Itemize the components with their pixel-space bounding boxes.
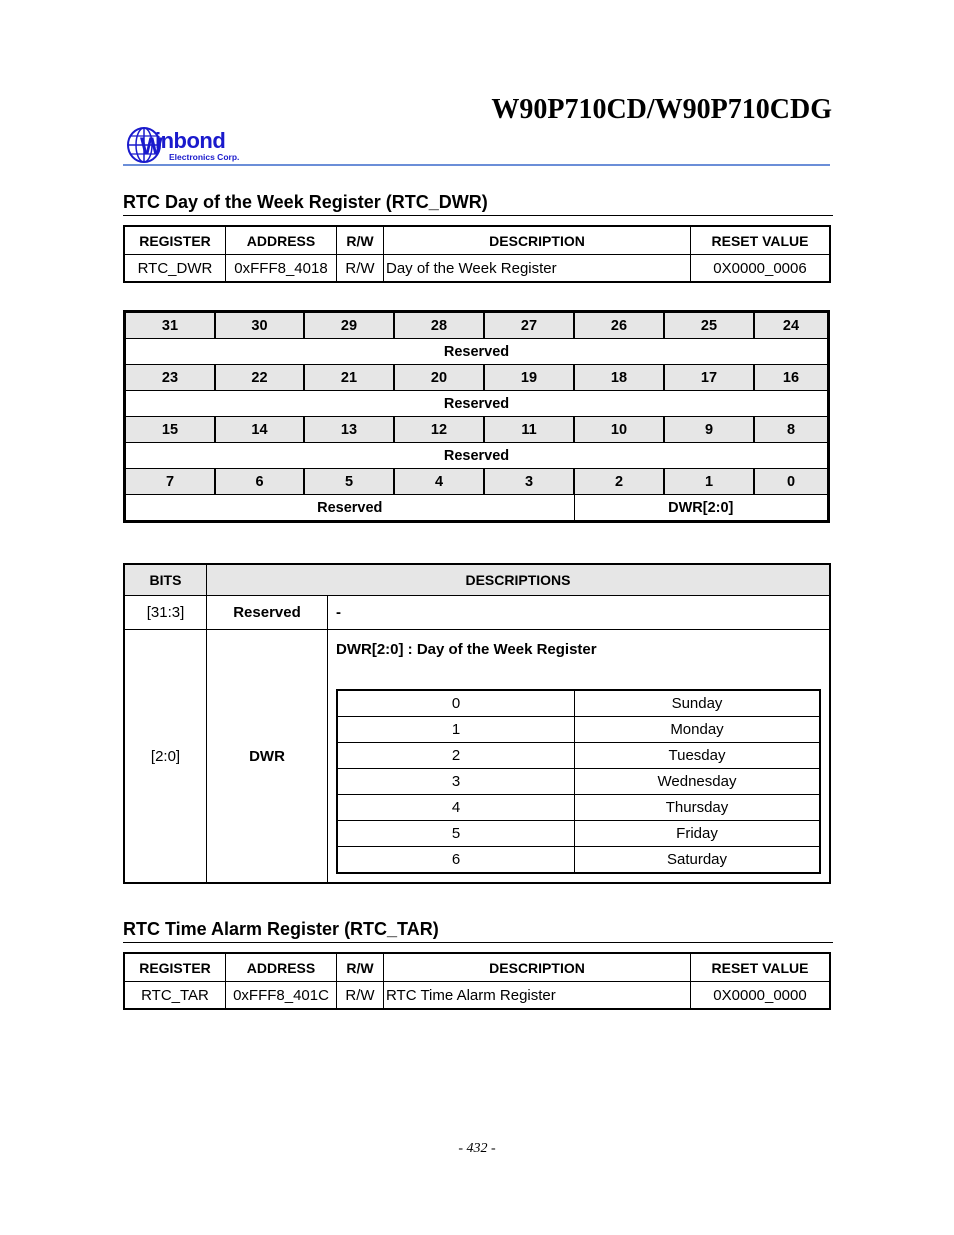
bit-number: 4 [394, 469, 484, 495]
bit-number: 14 [215, 417, 304, 443]
bit-description-table [123, 563, 831, 884]
bit-number-row [125, 312, 829, 339]
description-header-row [124, 564, 830, 596]
section-rule-dwr [123, 215, 833, 216]
day-row [337, 717, 820, 743]
day-row [337, 690, 820, 717]
bit-number: 17 [664, 365, 754, 391]
bit-number: 23 [125, 365, 216, 391]
bit-number: 5 [304, 469, 394, 495]
header-rw: R/W [337, 226, 384, 255]
bit-number: 11 [484, 417, 574, 443]
bit-number: 12 [394, 417, 484, 443]
header-register: REGISTER [124, 226, 226, 255]
cell-register: RTC_DWR [124, 255, 226, 283]
bit-number: 0 [754, 469, 829, 495]
bit-number: 9 [664, 417, 754, 443]
dwr-description-title: DWR[2:0] : Day of the Week Register [336, 641, 597, 658]
cell-rw: R/W [337, 255, 384, 283]
header-rule [123, 164, 830, 166]
cell-field-desc: - [328, 596, 831, 630]
day-code: 4 [337, 795, 575, 821]
day-row [337, 821, 820, 847]
cell-description: RTC Time Alarm Register [384, 982, 691, 1010]
bit-number: 21 [304, 365, 394, 391]
header-register: REGISTER [124, 953, 226, 982]
bit-number: 1 [664, 469, 754, 495]
cell-field-desc-dwr [328, 630, 831, 884]
day-row [337, 847, 820, 874]
bit-label-row [125, 339, 829, 365]
bit-number: 31 [125, 312, 216, 339]
register-table-tar [123, 952, 831, 1010]
bit-number: 15 [125, 417, 216, 443]
day-code: 3 [337, 769, 575, 795]
register-table-header [124, 953, 830, 982]
bit-number-row [125, 417, 829, 443]
header-description: DESCRIPTION [384, 226, 691, 255]
cell-address: 0xFFF8_4018 [226, 255, 337, 283]
day-name: Wednesday [575, 769, 821, 795]
bit-number: 26 [574, 312, 664, 339]
bit-number: 6 [215, 469, 304, 495]
bit-number: 22 [215, 365, 304, 391]
register-table-dwr [123, 225, 831, 283]
page-number: - 432 - [458, 1141, 496, 1156]
section-title-tar: RTC Time Alarm Register (RTC_TAR) [123, 919, 439, 939]
day-name: Sunday [575, 690, 821, 717]
description-row-reserved [124, 596, 830, 630]
day-row [337, 795, 820, 821]
header-reset-value: RESET VALUE [691, 953, 831, 982]
bit-number: 28 [394, 312, 484, 339]
day-name: Saturday [575, 847, 821, 874]
bit-number: 20 [394, 365, 484, 391]
cell-field-name: Reserved [207, 596, 328, 630]
day-code: 2 [337, 743, 575, 769]
cell-field-name: DWR [207, 630, 328, 884]
header-reset-value: RESET VALUE [691, 226, 831, 255]
bit-label-row [125, 443, 829, 469]
bit-number-row [125, 469, 829, 495]
winbond-logo [127, 126, 252, 164]
bit-label-reserved: Reserved [125, 495, 575, 522]
bit-label-row [125, 495, 829, 522]
description-row-dwr [124, 630, 830, 884]
day-code: 0 [337, 690, 575, 717]
cell-register: RTC_TAR [124, 982, 226, 1010]
bit-number: 27 [484, 312, 574, 339]
bit-label-reserved: Reserved [125, 339, 829, 365]
logo-subtitle: Electronics Corp. [169, 152, 240, 162]
document-title: W90P710CD/W90P710CDG [491, 94, 832, 125]
header-bits: BITS [124, 564, 207, 596]
register-table-row [124, 255, 830, 283]
bit-number: 16 [754, 365, 829, 391]
cell-bits: [2:0] [124, 630, 207, 884]
day-code: 6 [337, 847, 575, 874]
cell-bits: [31:3] [124, 596, 207, 630]
cell-reset-value: 0X0000_0000 [691, 982, 831, 1010]
logo-wordmark: inbond [155, 128, 226, 153]
cell-description: Day of the Week Register [384, 255, 691, 283]
bit-number: 30 [215, 312, 304, 339]
bit-number: 10 [574, 417, 664, 443]
day-name: Friday [575, 821, 821, 847]
cell-rw: R/W [337, 982, 384, 1010]
day-name: Tuesday [575, 743, 821, 769]
header-address: ADDRESS [226, 953, 337, 982]
bit-field-table [123, 310, 830, 523]
bit-label-reserved: Reserved [125, 391, 829, 417]
bit-label-dwr: DWR[2:0] [574, 495, 829, 522]
bit-number-row [125, 365, 829, 391]
header-address: ADDRESS [226, 226, 337, 255]
day-name: Monday [575, 717, 821, 743]
register-table-row [124, 982, 830, 1010]
day-code: 1 [337, 717, 575, 743]
bit-number: 2 [574, 469, 664, 495]
day-row [337, 743, 820, 769]
header-rw: R/W [337, 953, 384, 982]
bit-number: 29 [304, 312, 394, 339]
section-title-dwr: RTC Day of the Week Register (RTC_DWR) [123, 192, 488, 212]
register-table-header [124, 226, 830, 255]
cell-address: 0xFFF8_401C [226, 982, 337, 1010]
bit-number: 19 [484, 365, 574, 391]
header-descriptions: DESCRIPTIONS [207, 564, 831, 596]
header-description: DESCRIPTION [384, 953, 691, 982]
cell-reset-value: 0X0000_0006 [691, 255, 831, 283]
day-name: Thursday [575, 795, 821, 821]
day-mapping-table [336, 689, 821, 874]
day-row [337, 769, 820, 795]
bit-number: 25 [664, 312, 754, 339]
bit-number: 8 [754, 417, 829, 443]
bit-number: 13 [304, 417, 394, 443]
bit-label-reserved: Reserved [125, 443, 829, 469]
bit-number: 18 [574, 365, 664, 391]
day-code: 5 [337, 821, 575, 847]
bit-number: 24 [754, 312, 829, 339]
svg-text:W: W [140, 133, 163, 160]
section-rule-tar [123, 942, 833, 943]
bit-label-row [125, 391, 829, 417]
bit-number: 7 [125, 469, 216, 495]
bit-number: 3 [484, 469, 574, 495]
